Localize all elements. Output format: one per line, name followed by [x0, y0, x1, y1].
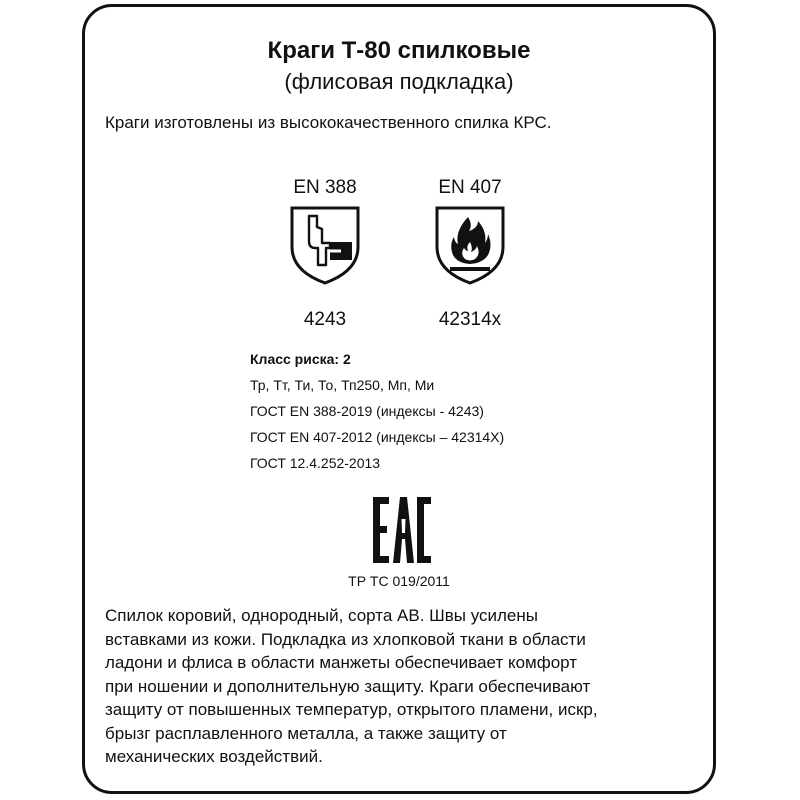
standard-code: EN 388 [293, 177, 357, 198]
description-line: защиту от повышенных температур, открытого пламени, искр, [105, 700, 598, 719]
product-title: Краги Т-80 спилковые [267, 37, 531, 64]
standard-index: 4243 [303, 309, 347, 330]
description-line: брызг расплавленного металла, а также защиту от [105, 723, 507, 743]
description-line: механических воздействий. [105, 747, 323, 766]
standard-code: EN 407 [438, 177, 502, 198]
description-line: ладони и флиса в области манжеты обеспечивает комфорт [105, 653, 578, 672]
product-card [82, 4, 716, 794]
intro-text: Краги изготовлены из высококачественного спилка КРС. [105, 113, 552, 132]
standard-en407 [405, 177, 535, 331]
risk-class: Класс риска: 2 [250, 351, 351, 367]
description-line: вставками из кожи. Подкладка из хлопковой ткани в области [105, 629, 586, 649]
product-subtitle: (флисовая подкладка) [284, 69, 514, 94]
description-line: при ношении и дополнительную защиту. Краги обеспечивают [105, 676, 591, 696]
specs-block [250, 346, 504, 476]
standard-index: 42314x [438, 309, 502, 330]
spec-line: ГОСТ EN 407-2012 (индексы – 42314X) [250, 429, 505, 445]
spec-line: ГОСТ 12.4.252-2013 [250, 455, 381, 471]
standard-en388 [260, 177, 390, 331]
spec-line: ГОСТ EN 388-2019 (индексы - 4243) [250, 403, 484, 419]
description-line: Спилок коровий, однородный, сорта АВ. Швы усилены [105, 606, 538, 625]
mechanical-hazard-icon [287, 203, 363, 287]
tr-ts-regulation: ТР ТС 019/2011 [348, 573, 450, 589]
spec-line: Тр, Тт, Ти, То, Тп250, Мп, Ми [250, 377, 435, 393]
product-description [105, 604, 705, 769]
flame-hazard-icon [432, 203, 508, 287]
eac-mark-icon [371, 495, 433, 565]
